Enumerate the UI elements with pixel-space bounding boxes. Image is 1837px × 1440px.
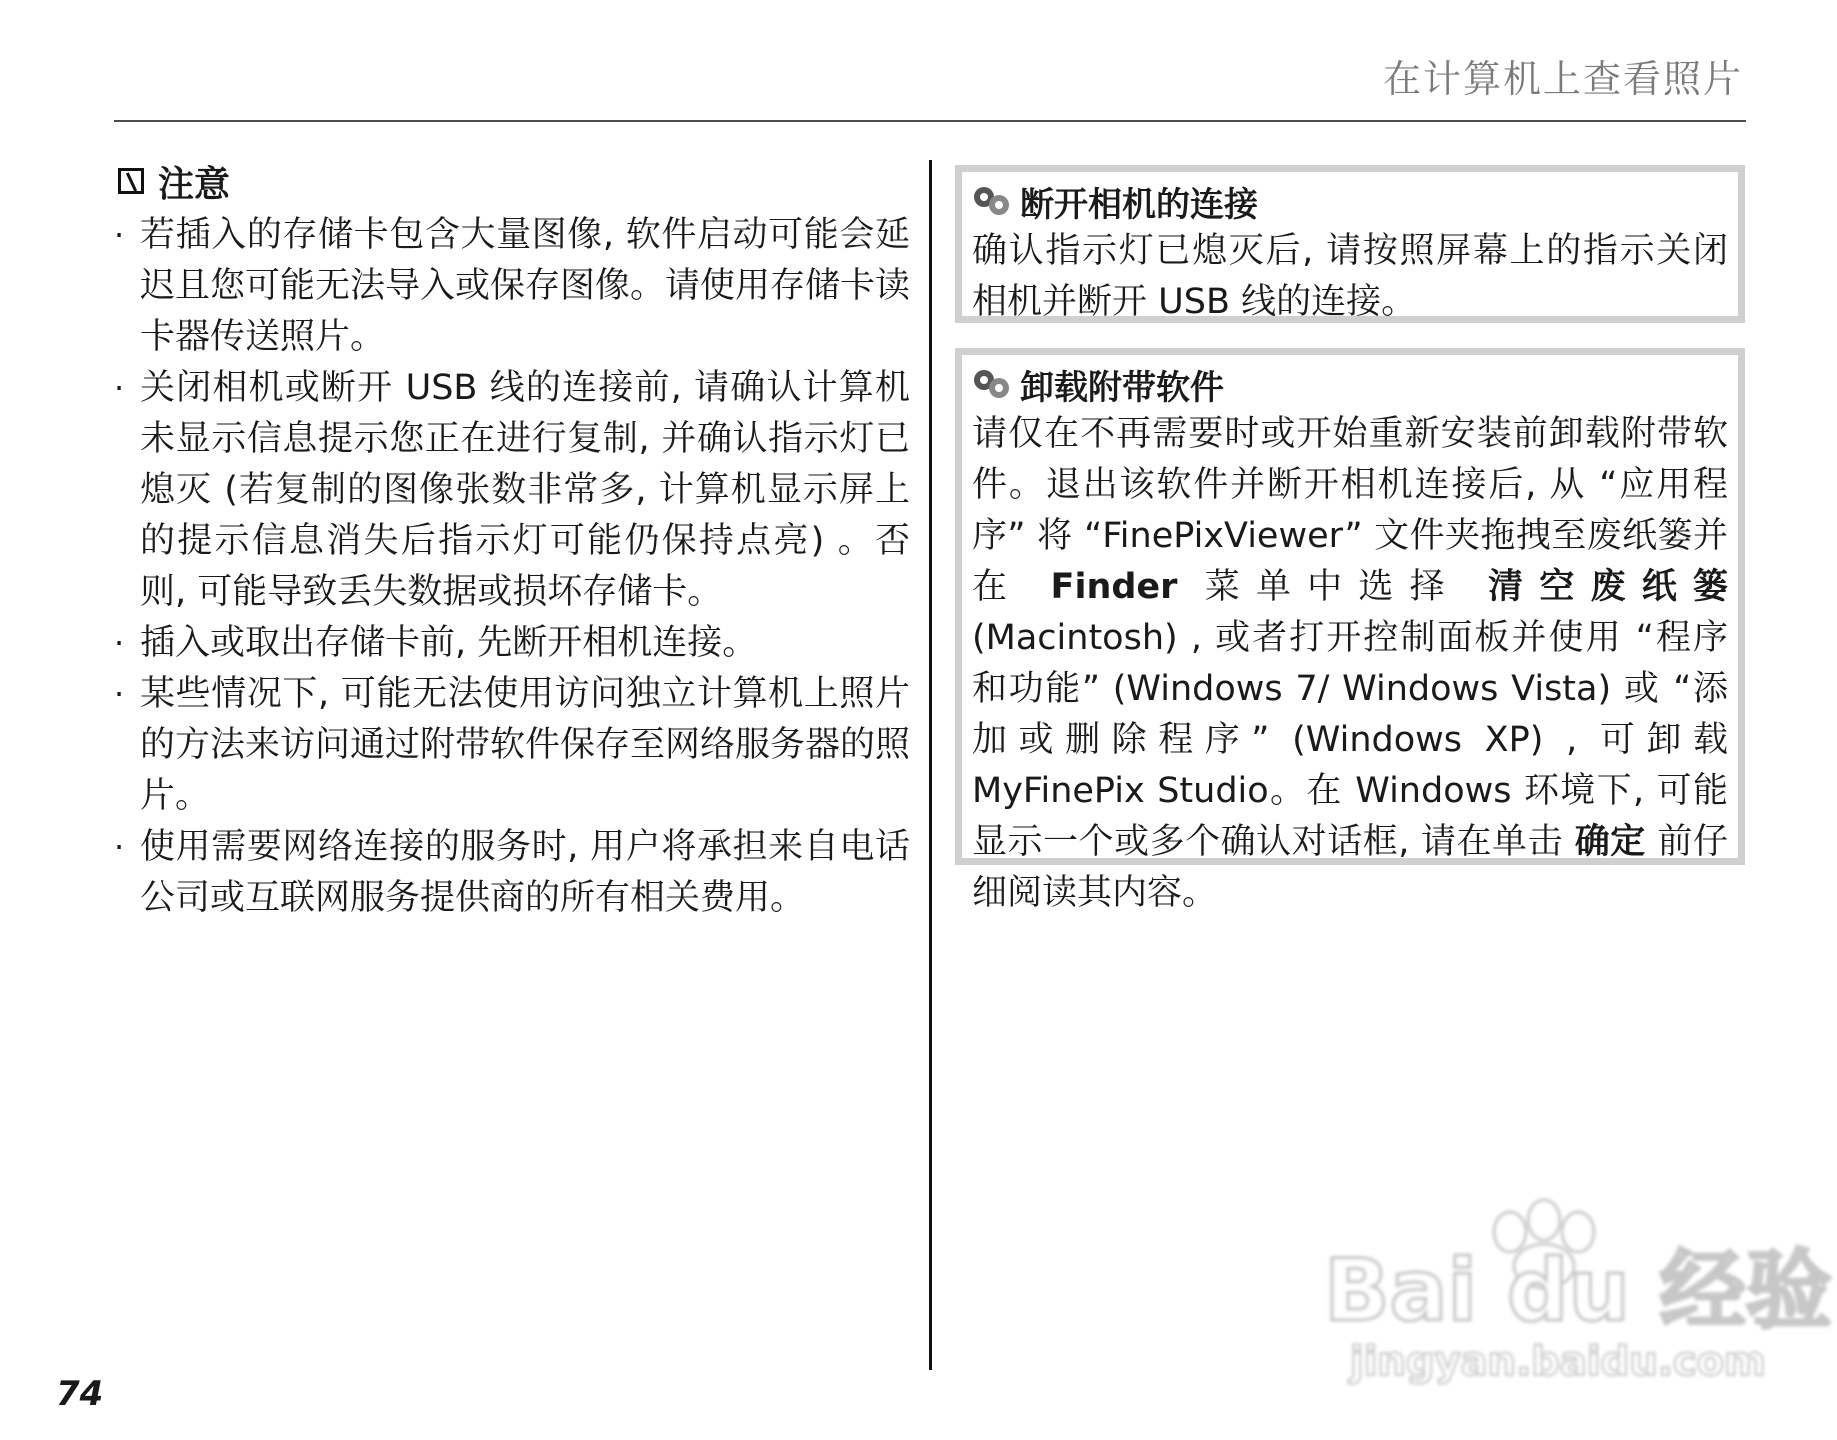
notes-heading-label: 注意 (158, 163, 231, 205)
bullet-icon: · (114, 369, 125, 407)
uninstall-heading (972, 361, 1728, 407)
baidu-watermark-logo (1320, 1170, 1832, 1390)
disconnect-heading (972, 178, 1728, 224)
uninstall-heading-label: 卸载附带软件 (1020, 367, 1224, 408)
list-item (114, 363, 910, 618)
notes-heading (114, 158, 910, 204)
watermark-main-text: Bai du 经验 (1324, 1241, 1832, 1341)
bullet-icon: · (114, 216, 125, 254)
list-item (114, 669, 910, 822)
uninstall-body (972, 409, 1728, 919)
bullet-icon: · (114, 675, 125, 713)
list-item (114, 210, 910, 363)
gears-icon (972, 185, 1012, 217)
uninstall-text-2: 菜单中选择 (1177, 567, 1489, 607)
gears-icon (972, 368, 1012, 400)
disconnect-camera-box (955, 165, 1745, 323)
page-header-title: 在计算机上查看照片 (1382, 57, 1743, 101)
note-pencil-icon (118, 168, 144, 194)
empty-trash-label: 清空废纸篓 (1488, 567, 1728, 607)
bullet-icon: · (114, 828, 125, 866)
list-item (114, 822, 910, 924)
uninstall-text-3: (Macintosh) , 或者打开控制面板并使用 “程序和功能” (Windows 7/ Windows Vista) 或 “添加或删除程序” (Windows XP) , 可卸载 MyFinePix Studio。在 Windows 环境下, 可能显示一个或多个确认对话框, 请在单击 (972, 618, 1728, 862)
notes-list (114, 210, 910, 924)
note-text: 某些情况下, 可能无法使用访问独立计算机上照片的方法来访问通过附带软件保存至网络服务器的照片。 (140, 674, 911, 816)
disconnect-heading-label: 断开相机的连接 (1020, 184, 1258, 225)
disconnect-body: 确认指示灯已熄灭后, 请按照屏幕上的指示关闭相机并断开 USB 线的连接。 (972, 231, 1728, 322)
uninstall-text-4: 前仔细阅读其内容。 (972, 822, 1728, 913)
ok-label: 确定 (1574, 822, 1646, 862)
list-item (114, 618, 910, 669)
bullet-icon: · (114, 624, 125, 662)
column-divider (929, 160, 932, 1370)
notes-section (114, 158, 910, 924)
note-text: 关闭相机或断开 USB 线的连接前, 请确认计算机未显示信息提示您正在进行复制, 并确认指示灯已熄灭 (若复制的图像张数非常多, 计算机显示屏上的提示信息消失后指示灯可能仍保持点亮) 。否则, 可能导致丢失数据或损坏存储卡。 (140, 368, 910, 612)
note-text: 插入或取出存储卡前, 先断开相机连接。 (140, 623, 758, 663)
page-number: 74 (56, 1374, 104, 1414)
uninstall-text-1: 请仅在不再需要时或开始重新安装前卸载附带软件。退出该软件并断开相机连接后, 从 “应用程序” 将 “FinePixViewer” 文件夹拖拽至废纸篓并在 (972, 414, 1728, 607)
note-text: 若插入的存储卡包含大量图像, 软件启动可能会延迟且您可能无法导入或保存图像。请使用存储卡读卡器传送照片。 (140, 215, 911, 357)
finder-label: Finder (1050, 567, 1178, 607)
uninstall-software-box (955, 348, 1745, 913)
header-divider (114, 120, 1746, 122)
note-text: 使用需要网络连接的服务时, 用户将承担来自电话公司或互联网服务提供商的所有相关费用。 (140, 827, 910, 918)
watermark-sub-text: jingyan.baidu.com (1350, 1339, 1766, 1385)
